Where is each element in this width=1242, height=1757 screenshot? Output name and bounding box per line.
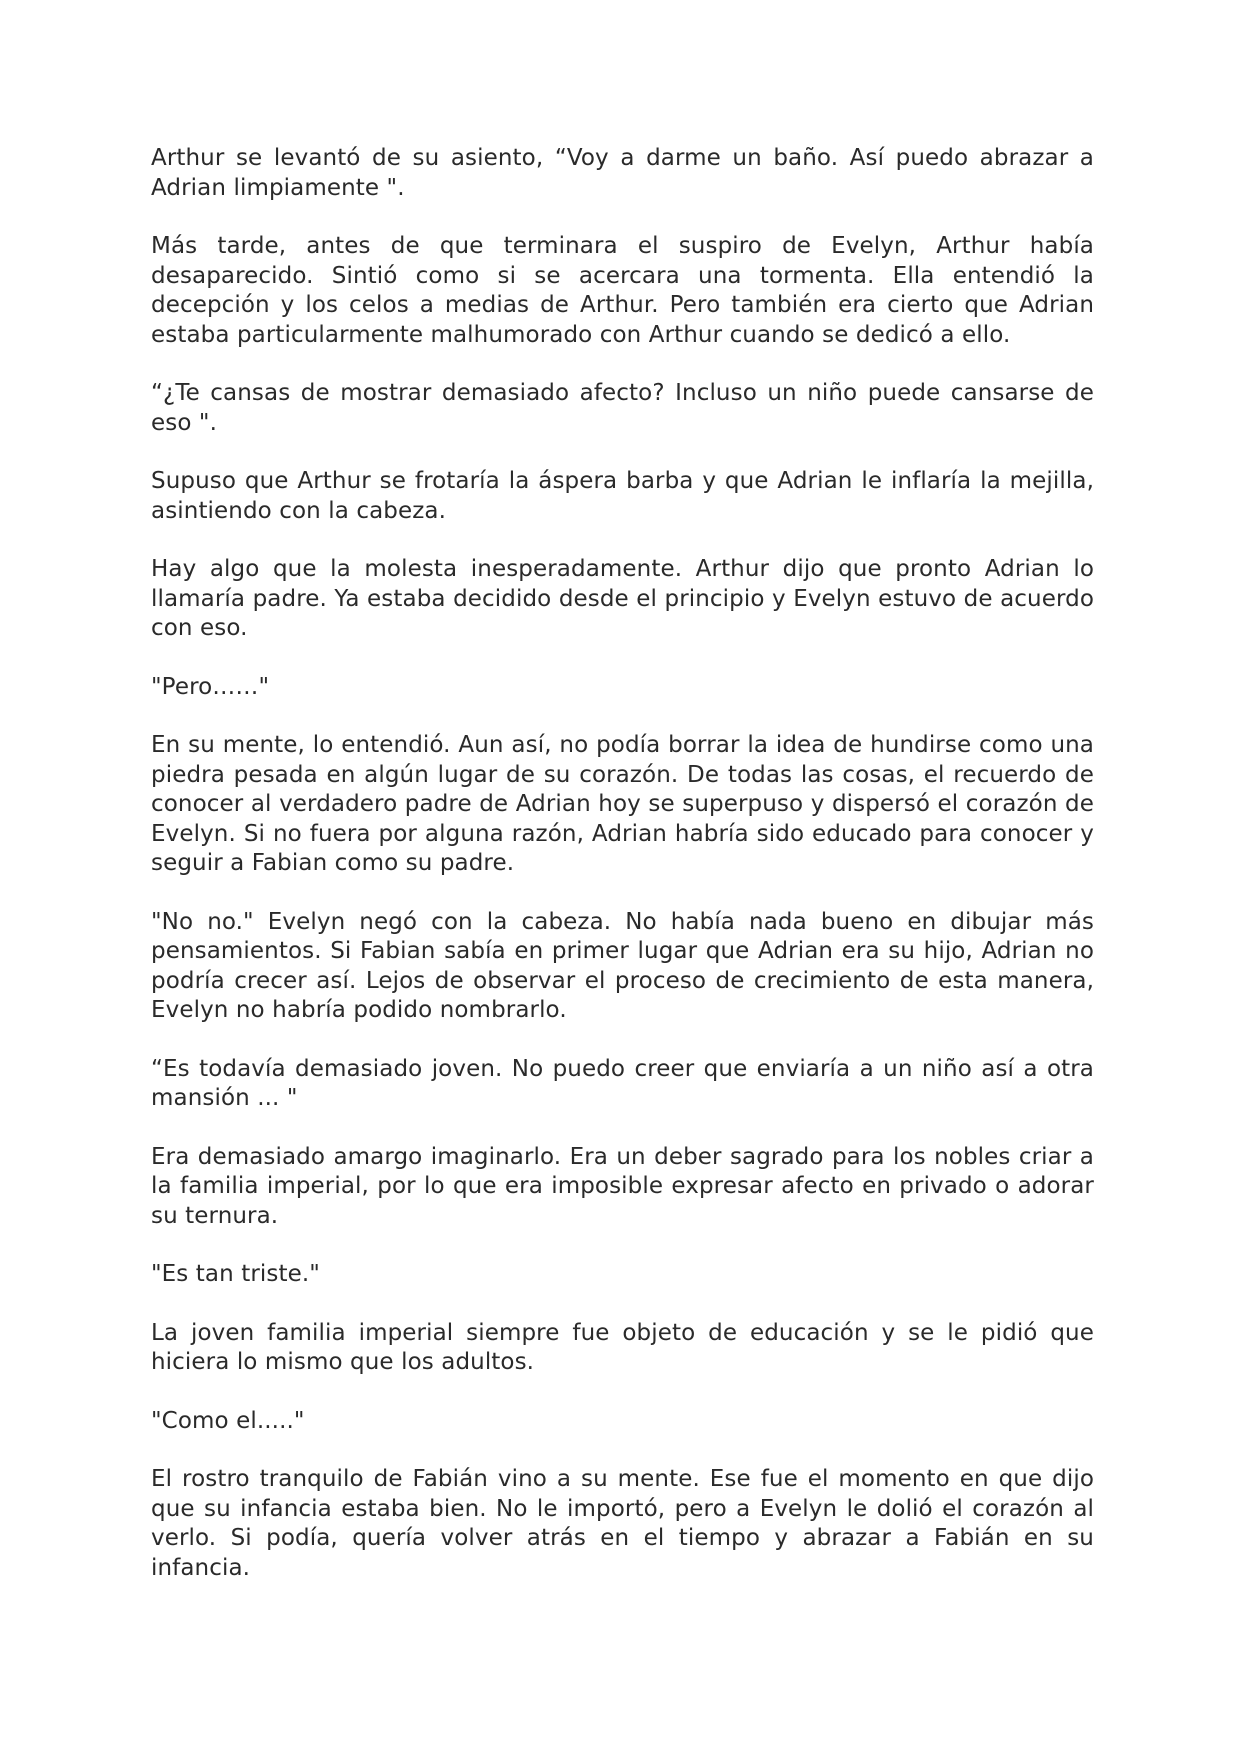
paragraph-1: Arthur se levantó de su asiento, “Voy a darme un baño. Así puedo abrazar a Adrian limpiamente ". — [151, 145, 1094, 201]
paragraph-3: “¿Te cansas de mostrar demasiado afecto? Incluso un niño puede cansarse de eso ". — [151, 380, 1094, 436]
paragraph-4: Supuso que Arthur se frotaría la áspera barba y que Adrian le inflaría la mejilla, asintiendo con la cabeza. — [151, 468, 1094, 524]
paragraph-5: Hay algo que la molesta inesperadamente. Arthur dijo que pronto Adrian lo llamaría padre. Ya estaba decidido desde el principio y Evelyn estuvo de acuerdo con eso. — [151, 556, 1094, 641]
paragraph-12: La joven familia imperial siempre fue objeto de educación y se le pidió que hiciera lo mismo que los adultos. — [151, 1319, 1094, 1375]
paragraph-8: "No no." Evelyn negó con la cabeza. No había nada bueno en dibujar más pensamientos. Si Fabian sabía en primer lugar que Adrian era su hijo, Adrian no podría crecer así. Lejos de observar el proceso de crecimiento de esta manera, Evelyn no habría podido nombrarlo. — [151, 908, 1094, 1023]
paragraph-10: Era demasiado amargo imaginarlo. Era un deber sagrado para los nobles criar a la familia imperial, por lo que era imposible expresar afecto en privado o adorar su ternura. — [151, 1143, 1094, 1229]
paragraph-7: En su mente, lo entendió. Aun así, no podía borrar la idea de hundirse como una piedra pesada en algún lugar de su corazón. De todas las cosas, el recuerdo de conocer al verdadero padre de Adrian hoy se superpuso y dispersó el corazón de Evelyn. Si no fuera por alguna razón, Adrian habría sido educado para conocer y seguir a Fabian como su padre. — [151, 732, 1094, 876]
paragraph-11: "Es tan triste." — [151, 1261, 320, 1287]
paragraph-9: “Es todavía demasiado joven. No puedo creer que enviaría a un niño así a otra mansión ... " — [151, 1055, 1094, 1111]
paragraph-6: "Pero……" — [151, 673, 270, 700]
paragraph-14: El rostro tranquilo de Fabián vino a su mente. Ese fue el momento en que dijo que su infancia estaba bien. No le importó, pero a Evelyn le dolió el corazón al verlo. Si podía, quería volver atrás en el tiempo y abrazar a Fabián en su infancia. — [151, 1466, 1094, 1581]
paragraph-13: "Como el....." — [151, 1407, 305, 1434]
paragraph-2: Más tarde, antes de que terminara el suspiro de Evelyn, Arthur había desaparecido. Sintió como si se acercara una tormenta. Ella entendió la decepción y los celos a medias de Arthur. Pero también era cierto que Adrian estaba particularmente malhumorado con Arthur cuando se dedicó a ello. — [151, 233, 1094, 348]
